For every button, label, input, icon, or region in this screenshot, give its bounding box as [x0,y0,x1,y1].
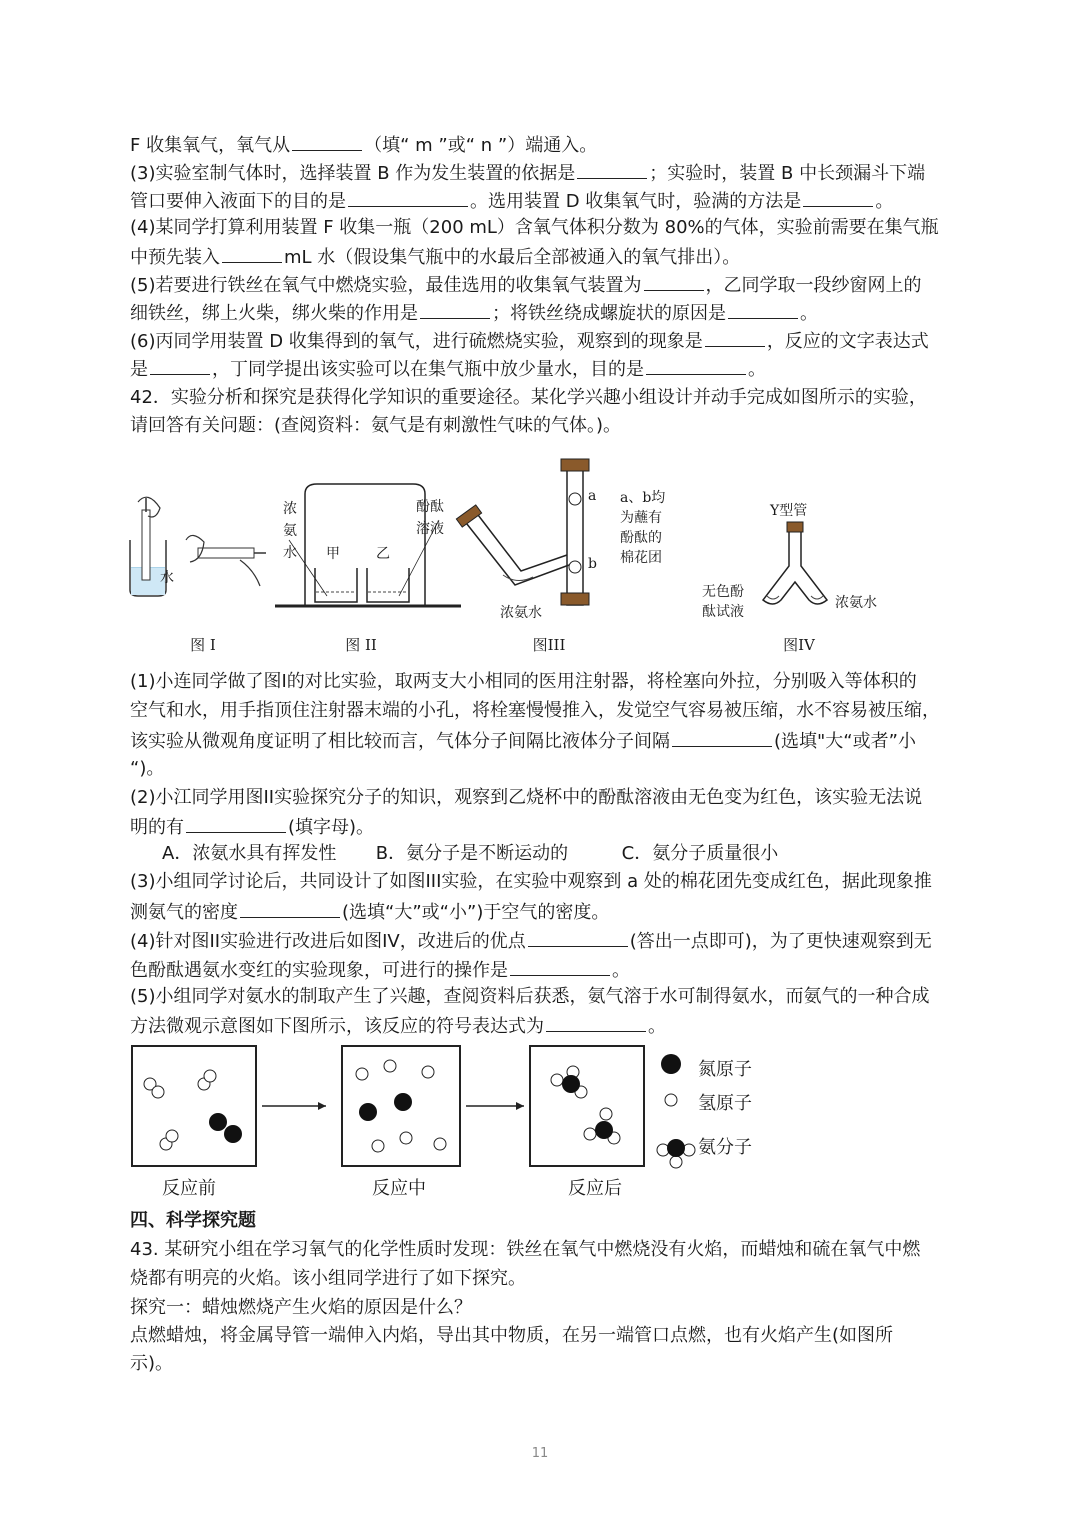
text: ；将铁丝绕成螺旋状的原因是 [492,303,726,324]
text: 。 [748,359,766,380]
fig2-jia-label: 甲 [326,546,340,562]
answer-blank[interactable] [803,186,873,207]
text: mL 水（假设集气瓶中的水最后全部被通入的氧气排出）。 [284,247,741,268]
answer-blank[interactable] [240,897,340,918]
text: 细铁丝，绑上火柴，绑火柴的作用是 [130,303,418,324]
q42-p5-line-2 [130,1011,666,1041]
q41-line-9 [130,354,766,384]
answer-blank[interactable] [705,326,765,347]
option-a[interactable]: A．浓氨水具有挥发性 [162,843,337,864]
text: 。 [800,303,818,324]
answer-blank[interactable] [728,298,798,319]
q42-p4-line-2 [130,955,630,985]
fig2-yi-label: 乙 [376,546,390,562]
text: 中预先装入 [130,247,220,268]
answer-blank[interactable] [186,812,286,833]
text: 酚酞 [416,499,444,515]
text: 。 [648,1016,666,1037]
q42-options [162,840,778,868]
text: (3)实验室制气体时，选择装置 B 作为发生装置的依据是 [130,163,576,184]
stage-during-label: 反应中 [372,1178,426,1199]
text: 是 [130,359,148,380]
answer-blank[interactable] [222,242,282,263]
text: 。 [875,191,894,212]
text: (选填“大”或“小”)于空气的密度。 [342,902,610,923]
text: （填“ m ”或“ n ”）端通入。 [364,135,598,156]
q42-p1-line-3 [130,726,916,756]
legend-nitrogen: 氮原子 [698,1059,752,1080]
legend-ammonia: 氨分子 [698,1137,752,1158]
text: a、b均 [620,490,666,506]
text: (填字母)。 [288,817,375,838]
text: 方法微观示意图如下图所示，该反应的符号表达式为 [130,1016,544,1037]
q42-p2-line-1: (2)小江同学用图II实验探究分子的知识，观察到乙烧杯中的酚酞溶液由无色变为红色，该实验无法说 [130,787,923,808]
q42-p2-line-2 [130,812,374,842]
caption-fig2: 图 II [345,636,377,654]
fig2-conc-ammonia-label [283,498,297,564]
q42-p3-line-1: (3)小组同学讨论后，共同设计了如图III实验，在实验中观察到 a 处的棉花团先变成红色，据此现象推 [130,871,932,892]
answer-blank[interactable] [644,270,704,291]
text: ，反应的文字表达式 [766,331,929,352]
text: 无色酚 [702,584,744,600]
caption-fig1: 图 I [190,636,216,654]
text: 。选用装置 D 收集氧气时，验满的方法是 [470,191,802,212]
q41-line-6 [130,270,922,300]
caption-fig3: 图III [532,636,566,654]
hydrogen-atom-icon [665,1094,677,1106]
fig3-b-label: b [588,556,597,572]
caption-fig4: 图IV [783,636,815,654]
text: 浓 [283,501,297,517]
q43-line-4: 点燃蜡烛，将金属导管一端伸入内焰，导出其中物质，在另一端管口点燃，也有火焰产生(如图所 [130,1325,894,1346]
syringe-illustration [128,490,268,600]
q42-p4-line-1 [130,926,932,956]
text: 色酚酞遇氨水变红的实验现象，可进行的操作是 [130,960,508,981]
answer-blank[interactable] [672,726,772,747]
q43-line-5: 示)。 [130,1353,174,1374]
answer-blank[interactable] [646,354,746,375]
fig4-colorless-label [702,582,744,622]
q41-line-1 [130,130,597,160]
text: 测氨气的密度 [130,902,238,923]
q41-line-2 [130,158,925,188]
fig1-water-label: 水 [160,570,174,586]
figure-3 [455,455,605,619]
fig4-ytube-label: Y型管 [770,503,808,519]
text: (5)若要进行铁丝在氧气中燃烧实验，最佳选用的收集氧气装置为 [130,275,642,296]
text: 为蘸有 [620,510,662,526]
q42-p5-line-1: (5)小组同学对氨水的制取产生了兴趣，查阅资料后获悉，氨气溶于水可制得氨水，而氨气的一种合成 [130,986,930,1007]
answer-blank[interactable] [577,158,647,179]
text: F 收集氧气，氧气从 [130,135,291,156]
text: 氨 [283,523,297,539]
text: 棉花团 [620,550,662,566]
text: (选填"大“或者”小 [774,731,916,752]
fig3-conc-ammonia-label: 浓氨水 [500,605,542,621]
figure-4 [755,520,845,614]
fig3-note [620,488,665,568]
text: 明的有 [130,817,184,838]
q43-line-1: 43. 某研究小组在学习氧气的化学性质时发现：铁丝在氧气中燃烧没有火焰，而蜡烛和硫在氧气中燃 [130,1239,921,1260]
q42-p3-line-2 [130,897,609,927]
answer-blank[interactable] [510,955,610,976]
answer-blank[interactable] [150,354,210,375]
answer-blank[interactable] [546,1011,646,1032]
nitrogen-atom-icon [661,1054,681,1074]
y-tube-illustration [755,520,845,610]
fig2-phenolphthalein-label [416,496,444,540]
text: 该实验从微观角度证明了相比较而言，气体分子间隔比液体分子间隔 [130,731,670,752]
q42-intro-2: 请回答有关问题：(查阅资料：氨气是有刺激性气味的气体。)。 [130,415,622,436]
legend-hydrogen: 氢原子 [698,1093,752,1114]
figure-1 [128,490,268,604]
reaction-diagram [130,1044,910,1178]
fig3-a-label: a [588,488,597,504]
v-tube-illustration [455,455,605,615]
answer-blank[interactable] [420,298,490,319]
q41-line-7 [130,298,818,328]
fig4-conc-ammonia-label: 浓氨水 [835,595,877,611]
stage-before-label: 反应前 [162,1178,216,1199]
text: (4)针对图II实验进行改进后如图IV，改进后的优点 [130,931,526,952]
ammonia-molecule-icon [667,1139,685,1157]
option-c[interactable]: C．氨分子质量很小 [621,843,779,864]
answer-blank[interactable] [348,186,468,207]
box-before [132,1046,256,1166]
section-title: 四、科学探究题 [130,1210,256,1231]
page-number: 11 [531,1446,549,1461]
text: 管口要伸入液面下的目的是 [130,191,346,212]
text: (答出一点即可)，为了更快速观察到无 [629,931,932,952]
q42-p1-line-1: (1)小连同学做了图I的对比实验，取两支大小相同的医用注射器，将栓塞向外拉，分别吸入等体积的 [130,671,917,692]
text: ；实验时，装置 B 中长颈漏斗下端 [649,163,926,184]
q43-line-3: 探究一：蜡烛燃烧产生火焰的原因是什么？ [130,1297,472,1318]
q41-line-5 [130,242,740,272]
reaction-diagram-svg [130,1044,910,1174]
q41-line-8 [130,326,929,356]
text: 。 [612,960,630,981]
q41-line-4: (4)某同学打算利用装置 F 收集一瓶（200 mL）含氧气体积分数为 80%的气体，实验前需要在集气瓶 [130,217,939,238]
text: (6)丙同学用装置 D 收集得到的氧气，进行硫燃烧实验，观察到的现象是 [130,331,703,352]
text: 溶液 [416,521,444,537]
text: 酞试液 [702,604,744,620]
option-b[interactable]: B．氨分子是不断运动的 [375,843,569,864]
q42-intro-1: 42．实验分析和探究是获得化学知识的重要途径。某化学兴趣小组设计并动手完成如图所示的实验， [130,387,927,408]
q42-p1-line-2: 空气和水，用手指顶住注射器末端的小孔，将栓塞慢慢推入，发觉空气容易被压缩，水不容易被压缩， [130,700,940,721]
q43-line-2: 烧都有明亮的火焰。该小组同学进行了如下探究。 [130,1268,526,1289]
answer-blank[interactable] [292,130,362,151]
text: ，丁同学提出该实验可以在集气瓶中放少量水，目的是 [212,359,644,380]
text: 水 [283,545,297,561]
box-after [530,1046,644,1166]
q41-line-3 [130,186,893,216]
text: 酚酞的 [620,530,662,546]
stage-after-label: 反应后 [568,1178,622,1199]
q42-p1-line-4: “)。 [130,758,165,779]
answer-blank[interactable] [528,926,628,947]
text: ，乙同学取一段纱窗网上的 [705,275,922,296]
